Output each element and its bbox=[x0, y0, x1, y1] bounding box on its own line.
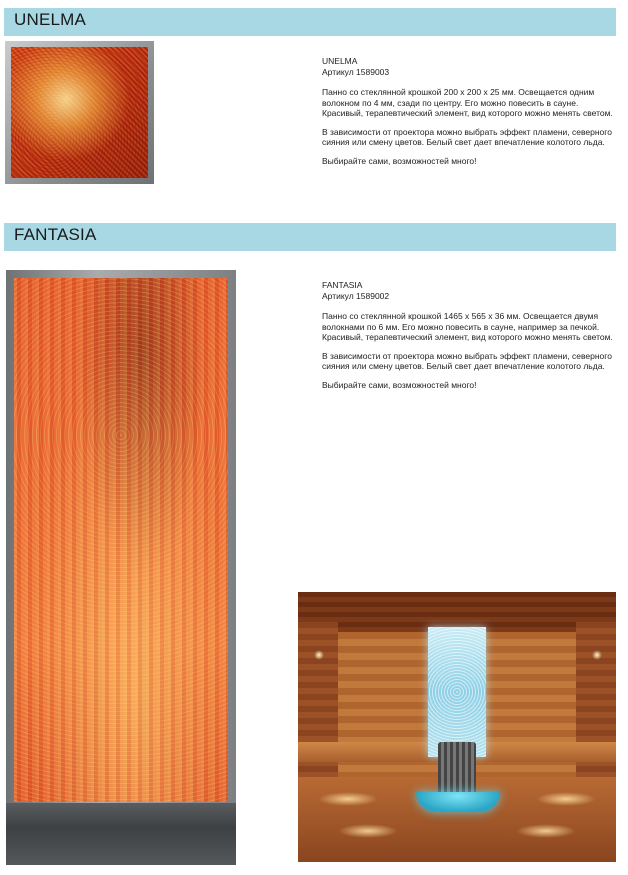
section-header-unelma bbox=[4, 8, 616, 36]
section-title: UNELMA bbox=[14, 10, 87, 29]
wall-lamp bbox=[314, 650, 324, 660]
fantasia-description bbox=[322, 280, 620, 398]
section-title: FANTASIA bbox=[14, 225, 97, 244]
glowing-bowl bbox=[416, 792, 500, 812]
glass-mosaic bbox=[11, 47, 148, 178]
sauna-photo bbox=[298, 592, 616, 862]
floor-light-spot bbox=[536, 792, 596, 806]
product-paragraph: Выбирайте сами, возможностей много! bbox=[322, 155, 477, 166]
floor-light-spot bbox=[318, 792, 378, 806]
section-header-fantasia bbox=[4, 223, 616, 251]
product-paragraph: В зависимости от проектора можно выбрать эффект пламени, северного сияния или смену цветов. Белый свет дает впечатление колотого льда. bbox=[322, 350, 612, 371]
product-name: UNELMA bbox=[322, 56, 358, 66]
product-paragraph: В зависимости от проектора можно выбрать эффект пламени, северного сияния или смену цветов. Белый свет дает впечатление колотого льда. bbox=[322, 126, 612, 147]
product-paragraph: Панно со стеклянной крошкой 1465 x 565 x 36 мм. Освещается двумя волокнами по 6 мм. Его можно повесить в сауне, например за печкой. Красивый, терапевтический элемент, вид которого можно менять светом. bbox=[322, 311, 613, 342]
unelma-description bbox=[322, 56, 620, 174]
wall-lamp bbox=[592, 650, 602, 660]
product-article: Артикул 1589002 bbox=[322, 290, 390, 301]
product-name: FANTASIA bbox=[322, 280, 363, 290]
product-paragraph: Выбирайте сами, возможностей много! bbox=[322, 379, 477, 390]
floor-light-spot bbox=[338, 824, 398, 838]
unelma-panel-image bbox=[5, 41, 154, 184]
product-paragraph: Панно со стеклянной крошкой 200 x 200 x 25 мм. Освещается одним волокном по 4 мм, сзади по центру. Его можно повесить в сауне. Красивый, терапевтический элемент, вид которого можно менять светом. bbox=[322, 87, 613, 118]
glass-light-panel bbox=[428, 627, 486, 757]
floor-light-spot bbox=[516, 824, 576, 838]
panel-base bbox=[6, 803, 236, 865]
sauna-ceiling bbox=[298, 592, 616, 632]
fantasia-panel-image bbox=[6, 270, 236, 865]
product-article: Артикул 1589003 bbox=[322, 66, 390, 77]
glass-mosaic bbox=[14, 278, 228, 802]
